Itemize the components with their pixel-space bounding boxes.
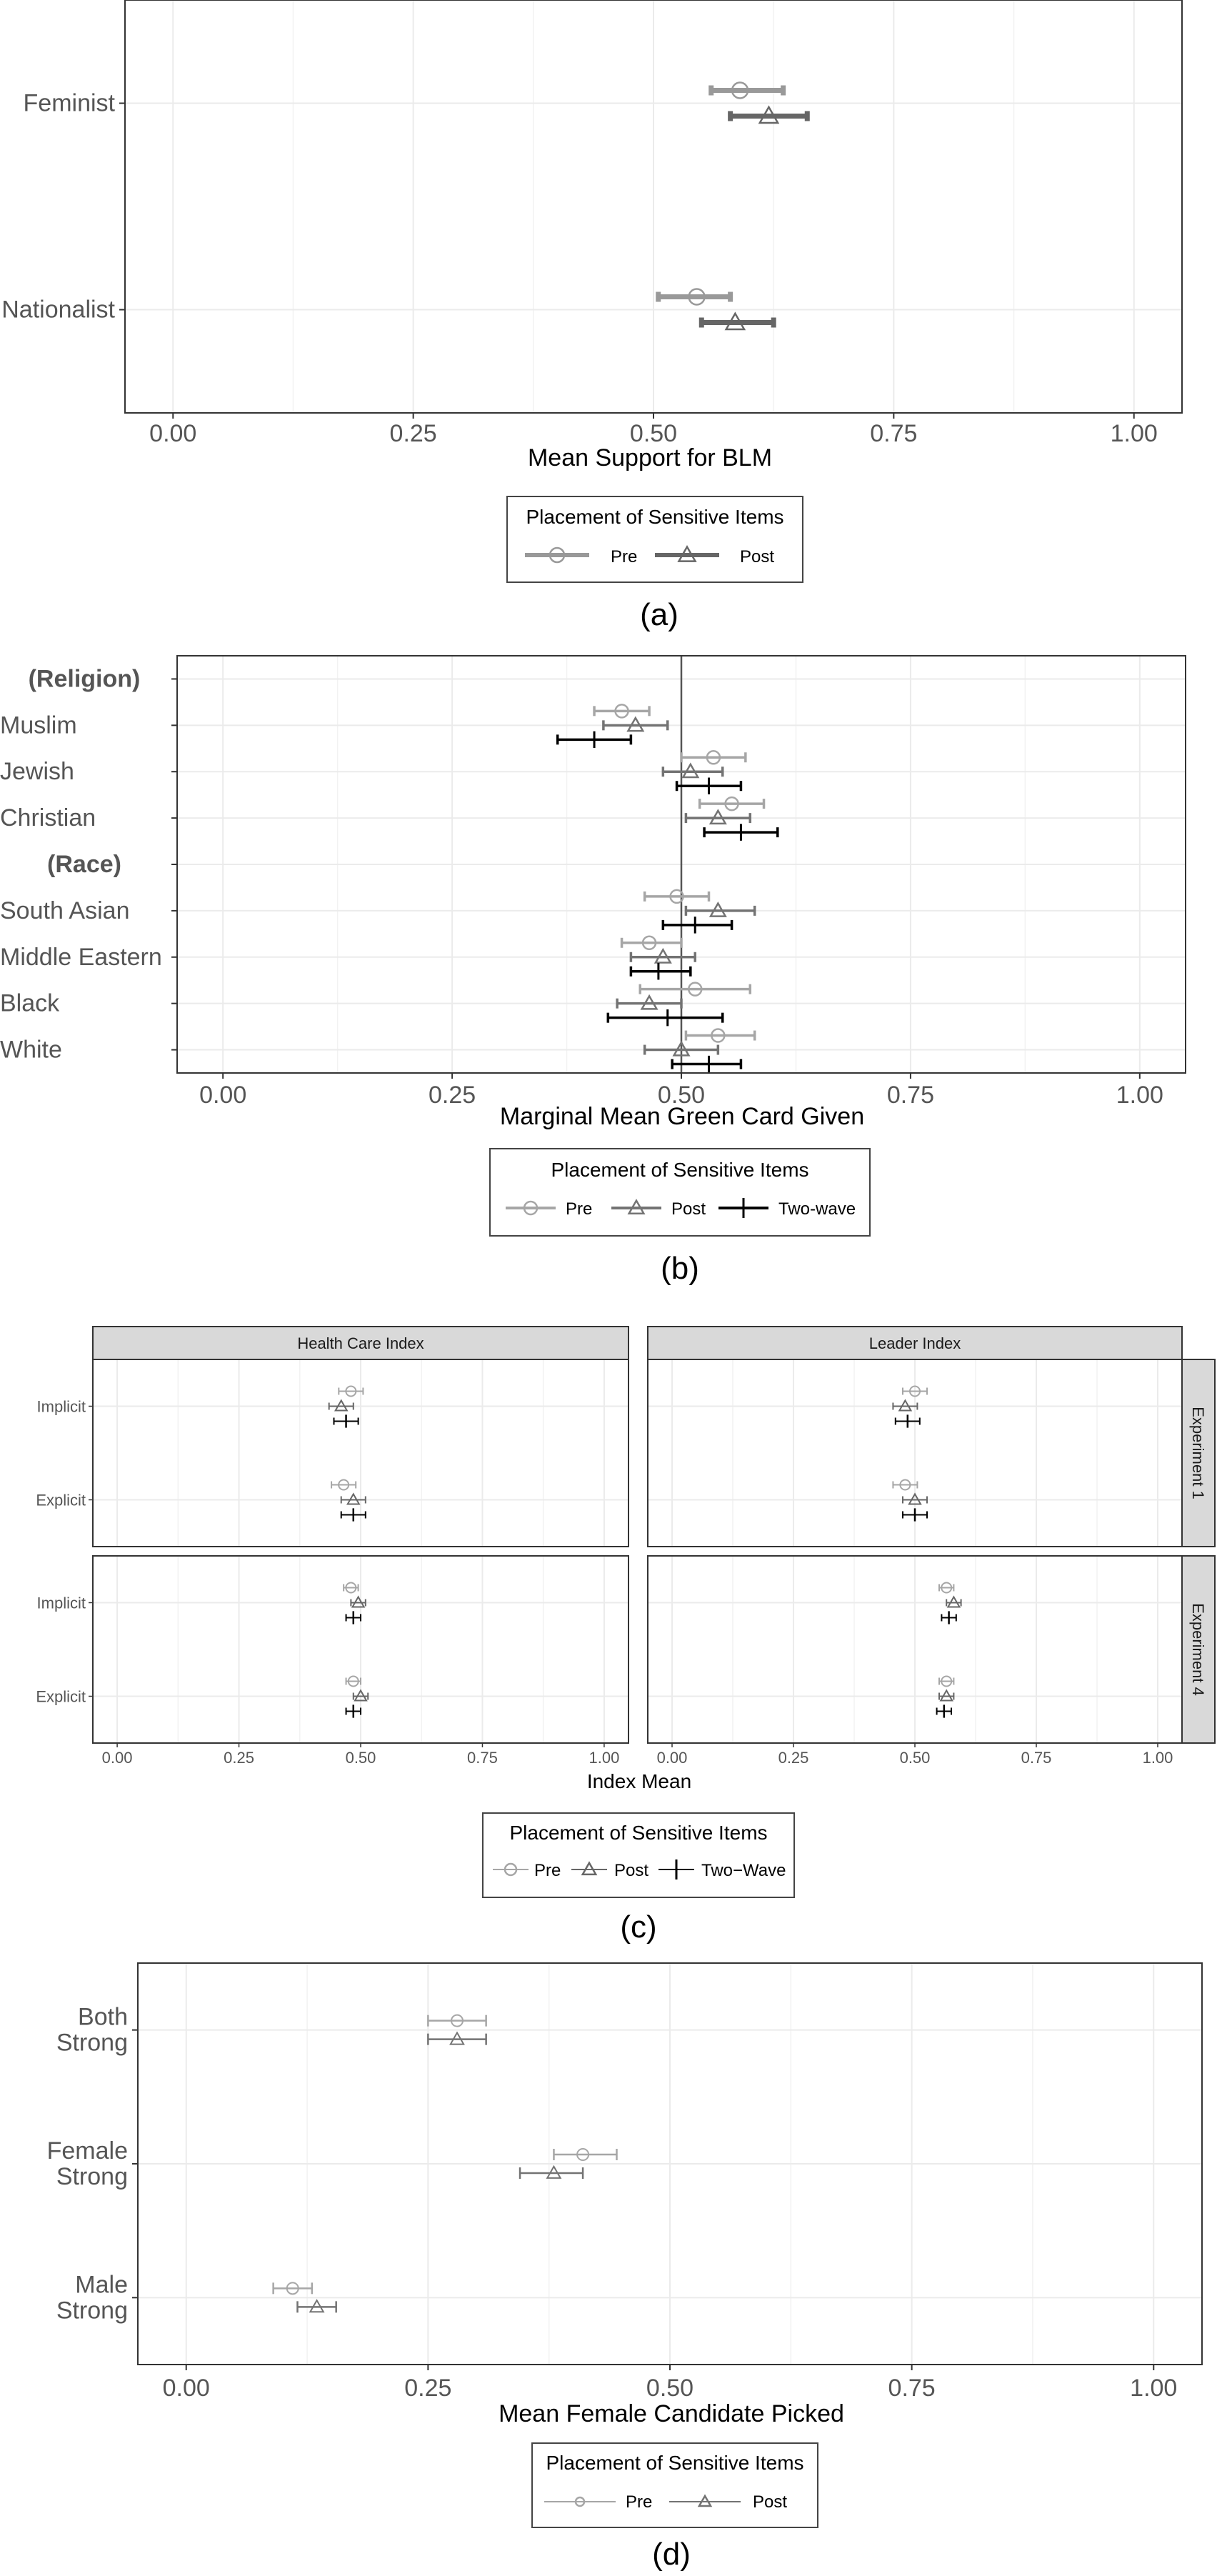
- y-tick-label-race: (Race): [47, 851, 121, 878]
- x-tick-label: 0.75: [888, 2375, 936, 2402]
- x-tick-label: 0.00: [149, 420, 197, 447]
- legend-label-post: Post: [671, 1199, 706, 1219]
- x-tick-label: 1.00: [1110, 420, 1158, 447]
- strip-label-experiment-4: Experiment 4: [1189, 1603, 1207, 1696]
- panel-d-legend: [532, 2443, 818, 2527]
- legend-label-pre: Pre: [626, 2492, 653, 2512]
- x-tick-label: 0.00: [162, 2375, 210, 2402]
- y-tick-label-muslim: Muslim: [0, 712, 77, 739]
- x-tick-label: 0.75: [886, 1082, 935, 1109]
- x-tick-label: 0.25: [404, 2375, 452, 2402]
- y-tick-label-religion: (Religion): [28, 665, 141, 693]
- y-tick-label-male-strong: Male: [75, 2271, 128, 2299]
- y-tick-label-explicit: Explicit: [36, 1491, 86, 1509]
- x-tick-label: 1.00: [589, 1749, 620, 1767]
- legend-label-two-wave: Two−Wave: [701, 1861, 786, 1880]
- x-tick-label: 0.50: [657, 1082, 706, 1109]
- y-tick-label-nationalist: Nationalist: [1, 296, 115, 324]
- y-tick-label-feminist: Feminist: [23, 89, 115, 117]
- y-tick-label-christian: Christian: [0, 804, 96, 832]
- legend-title: Placement of Sensitive Items: [509, 1822, 768, 1844]
- legend-label-two-wave: Two-wave: [778, 1199, 856, 1219]
- legend-label-pre: Pre: [566, 1199, 593, 1219]
- panel-d: [47, 1963, 1202, 2402]
- panel-a-tag: (a): [640, 597, 678, 632]
- x-tick-label: 0.25: [428, 1082, 476, 1109]
- legend-label-pre: Pre: [611, 547, 638, 566]
- y-tick-label-middle-eastern: Middle Eastern: [0, 943, 162, 971]
- x-tick-label: 0.50: [629, 420, 678, 447]
- y-tick-label-implicit: Implicit: [36, 1397, 86, 1416]
- x-tick-label: 1.00: [1116, 1082, 1163, 1109]
- x-tick-label: 1.00: [1142, 1749, 1173, 1767]
- x-tick-label: 0.75: [467, 1749, 498, 1767]
- strip-label-experiment-1: Experiment 1: [1189, 1407, 1207, 1499]
- y-tick-label-both-strong: Strong: [56, 2029, 128, 2057]
- panel-b-legend: [490, 1149, 870, 1236]
- panel-b: [0, 656, 1186, 1109]
- x-tick-label: 0.50: [899, 1749, 931, 1767]
- x-tick-label: 0.75: [870, 420, 918, 447]
- panel-c-tag: (c): [620, 1909, 657, 1945]
- legend-title: Placement of Sensitive Items: [546, 2452, 804, 2474]
- panel-b-tag: (b): [661, 1251, 699, 1286]
- panel-c-legend: [483, 1813, 794, 1897]
- x-tick-label: 0.00: [101, 1749, 133, 1767]
- panel-d-tag: (d): [652, 2537, 691, 2572]
- panel-b-xlabel: Marginal Mean Green Card Given: [499, 1103, 865, 1130]
- legend-label-post: Post: [740, 547, 775, 566]
- x-tick-label: 0.25: [389, 420, 437, 447]
- y-tick-label-implicit: Implicit: [36, 1594, 86, 1612]
- panel-a-xlabel: Mean Support for BLM: [527, 444, 773, 471]
- legend-title: Placement of Sensitive Items: [551, 1159, 809, 1181]
- x-tick-label: 1.00: [1130, 2375, 1178, 2402]
- y-tick-label-south-asian: South Asian: [0, 897, 130, 924]
- legend-title: Placement of Sensitive Items: [526, 506, 784, 528]
- panel-d-xlabel: Mean Female Candidate Picked: [499, 2400, 844, 2427]
- x-tick-label: 0.50: [646, 2375, 694, 2402]
- legend-label-post: Post: [614, 1861, 649, 1880]
- y-tick-label-female-strong: Female: [46, 2137, 128, 2165]
- x-tick-label: 0.00: [656, 1749, 688, 1767]
- legend-label-pre: Pre: [534, 1861, 561, 1880]
- strip-label-leader-index: Leader Index: [868, 1334, 961, 1352]
- y-tick-label-female-strong: Strong: [56, 2163, 128, 2190]
- y-tick-label-male-strong: Strong: [56, 2297, 128, 2325]
- x-tick-label: 0.00: [199, 1082, 247, 1109]
- panel-a-legend: [507, 496, 803, 582]
- panel-c-xlabel: Index Mean: [586, 1770, 692, 1792]
- y-tick-label-white: White: [0, 1036, 62, 1064]
- panel-a: [1, 0, 1182, 447]
- legend-label-post: Post: [753, 2492, 788, 2512]
- x-tick-label: 0.25: [778, 1749, 809, 1767]
- x-tick-label: 0.75: [1021, 1749, 1052, 1767]
- x-tick-label: 0.50: [345, 1749, 376, 1767]
- y-tick-label-jewish: Jewish: [0, 758, 74, 786]
- y-tick-label-both-strong: Both: [78, 2003, 128, 2031]
- x-tick-label: 0.25: [224, 1749, 254, 1767]
- panel-c: [36, 1327, 1215, 1767]
- strip-label-health-care-index: Health Care Index: [297, 1334, 424, 1352]
- y-tick-label-black: Black: [0, 989, 60, 1017]
- y-tick-label-explicit: Explicit: [36, 1687, 86, 1706]
